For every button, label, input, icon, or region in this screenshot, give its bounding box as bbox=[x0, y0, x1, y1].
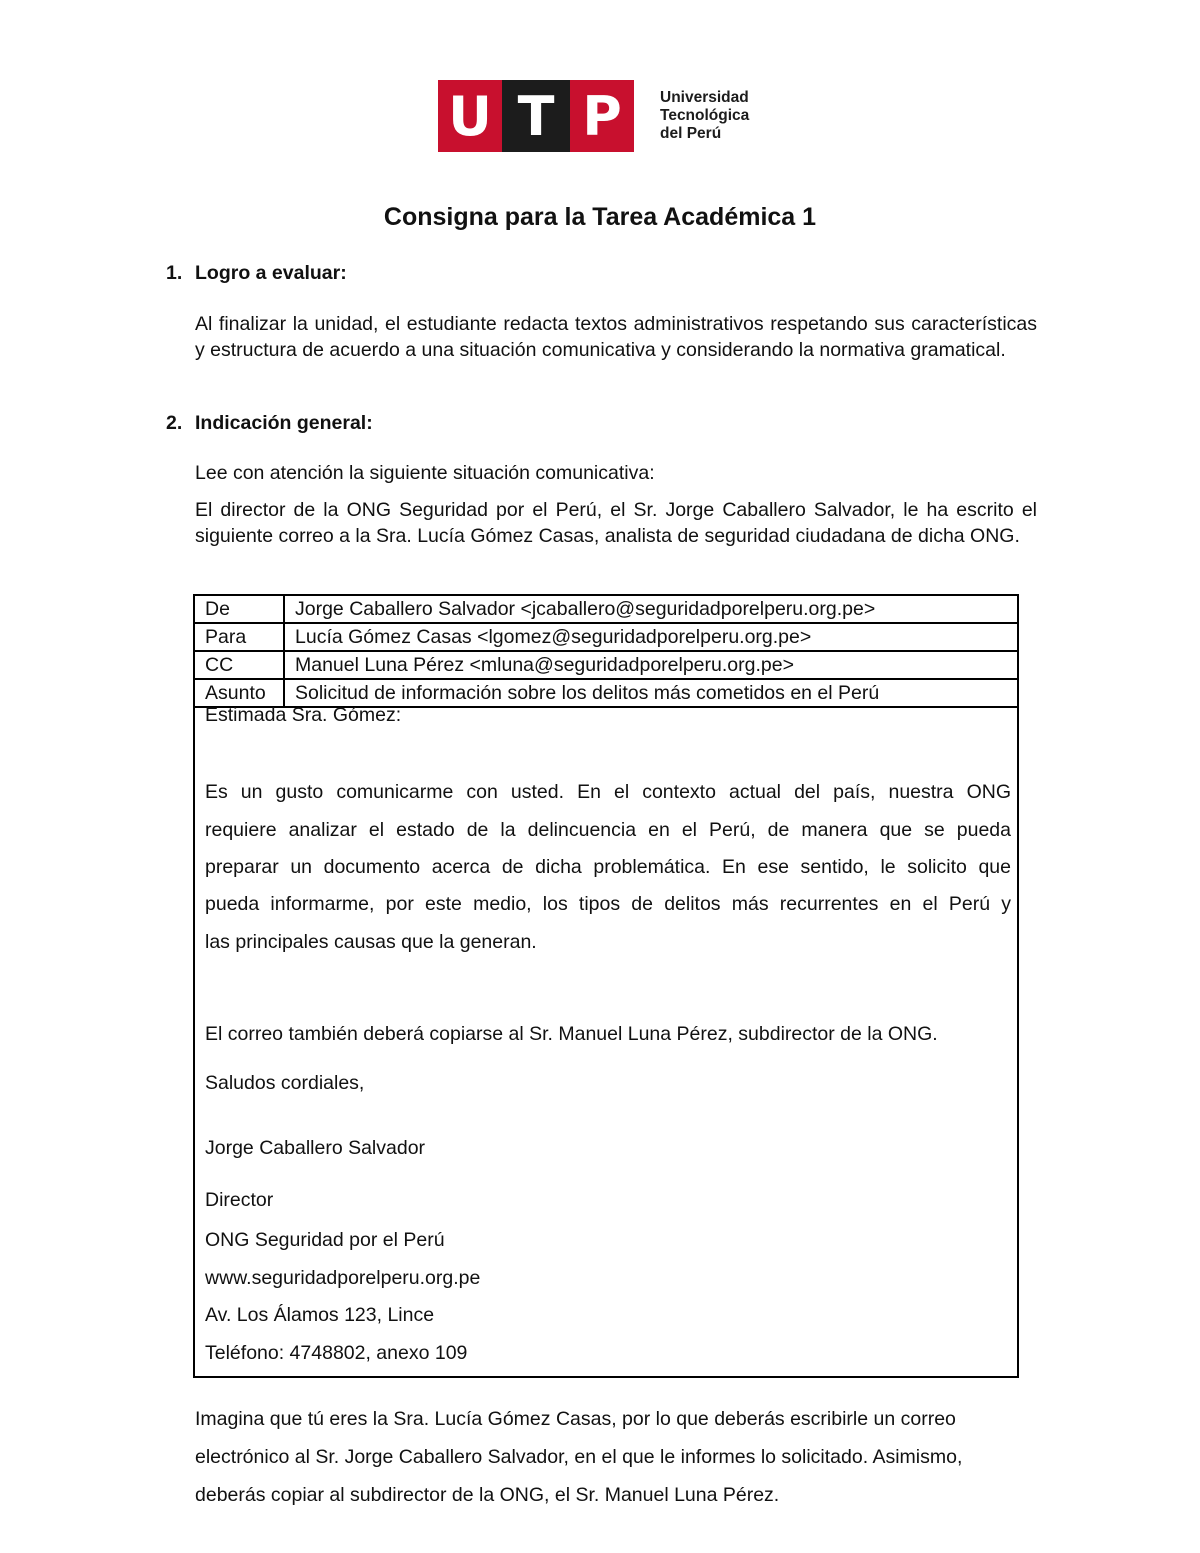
section-2-paragraph: El director de la ONG Seguridad por el Perú, el Sr. Jorge Caballero Salvador, le ha escrito el siguiente correo a la Sra. Lucía Gómez Casas, analista de seguridad ciudadana de dicha ONG. bbox=[195, 499, 1037, 547]
utp-logo bbox=[438, 80, 749, 152]
email-body-line: Es un gusto comunicarme con usted. En el contexto actual del país, nuestra ONG bbox=[205, 781, 1011, 803]
email-box bbox=[193, 594, 1019, 1378]
email-header-row bbox=[195, 652, 1017, 680]
logo-letter-t: T bbox=[502, 80, 570, 152]
email-header-value: Lucía Gómez Casas <lgomez@seguridadporelperu.org.pe> bbox=[295, 626, 812, 648]
email-header-label: Asunto bbox=[195, 680, 285, 706]
logo-text-line: del Perú bbox=[660, 125, 722, 142]
section-1-heading bbox=[166, 262, 347, 285]
instruction-line: electrónico al Sr. Jorge Caballero Salvador, en el que le informes lo solicitado. Asimismo, bbox=[195, 1446, 963, 1468]
instruction-line: Imagina que tú eres la Sra. Lucía Gómez Casas, por lo que deberás escribirle un correo bbox=[195, 1408, 956, 1430]
email-header-value: Manuel Luna Pérez <mluna@seguridadporelperu.org.pe> bbox=[295, 654, 794, 676]
signature-website: www.seguridadporelperu.org.pe bbox=[205, 1267, 481, 1289]
email-body-line: preparar un documento acerca de dicha problemática. En ese sentido, le solicito que bbox=[205, 856, 1011, 878]
signature-phone: Teléfono: 4748802, anexo 109 bbox=[205, 1342, 468, 1364]
logo-text-line: Tecnológica bbox=[660, 107, 750, 124]
section-title: Indicación general: bbox=[195, 412, 373, 434]
logo-letter-u: U bbox=[438, 80, 502, 152]
signature-role: Director bbox=[205, 1189, 274, 1211]
section-2-heading bbox=[166, 412, 373, 435]
email-body-line: las principales causas que la generan. bbox=[205, 931, 537, 953]
email-header-label: De bbox=[195, 596, 285, 622]
section-1-paragraph: Al finalizar la unidad, el estudiante redacta textos administrativos respetando sus características y estructura de acuerdo a una situación comunicativa y considerando la normativa gramatical. bbox=[195, 313, 1037, 361]
section-number: 1. bbox=[166, 262, 183, 284]
logo-letter-block bbox=[438, 80, 634, 152]
email-body-line: requiere analizar el estado de la delincuencia en el Perú, de manera que se pueda bbox=[205, 819, 1011, 841]
email-header-row bbox=[195, 624, 1017, 652]
signature-name: Jorge Caballero Salvador bbox=[205, 1137, 426, 1159]
email-header-value: Solicitud de información sobre los delitos más cometidos en el Perú bbox=[295, 682, 880, 704]
email-header-label: CC bbox=[195, 652, 285, 678]
signature-address: Av. Los Álamos 123, Lince bbox=[205, 1304, 435, 1326]
email-greeting: Estimada Sra. Gómez: bbox=[205, 704, 402, 726]
signature-org: ONG Seguridad por el Perú bbox=[205, 1229, 445, 1251]
page-title: Consigna para la Tarea Académica 1 bbox=[383, 203, 817, 231]
email-closing: Saludos cordiales, bbox=[205, 1072, 365, 1094]
instruction-line: deberás copiar al subdirector de la ONG, el Sr. Manuel Luna Pérez. bbox=[195, 1484, 780, 1506]
section-2-intro: Lee con atención la siguiente situación comunicativa: bbox=[195, 462, 655, 484]
email-header-row bbox=[195, 596, 1017, 624]
section-title: Logro a evaluar: bbox=[195, 262, 347, 284]
logo-text-line: Universidad bbox=[660, 89, 749, 106]
section-number: 2. bbox=[166, 412, 183, 434]
email-header-value: Jorge Caballero Salvador <jcaballero@seguridadporelperu.org.pe> bbox=[295, 598, 876, 620]
email-body-line: pueda informarme, por este medio, los tipos de delitos más recurrentes en el Perú y bbox=[205, 893, 1011, 915]
logo-letter-p: P bbox=[570, 80, 634, 152]
logo-university-name bbox=[660, 89, 749, 143]
email-header-label: Para bbox=[195, 624, 285, 650]
email-cc-note: El correo también deberá copiarse al Sr. Manuel Luna Pérez, subdirector de la ONG. bbox=[205, 1023, 938, 1045]
